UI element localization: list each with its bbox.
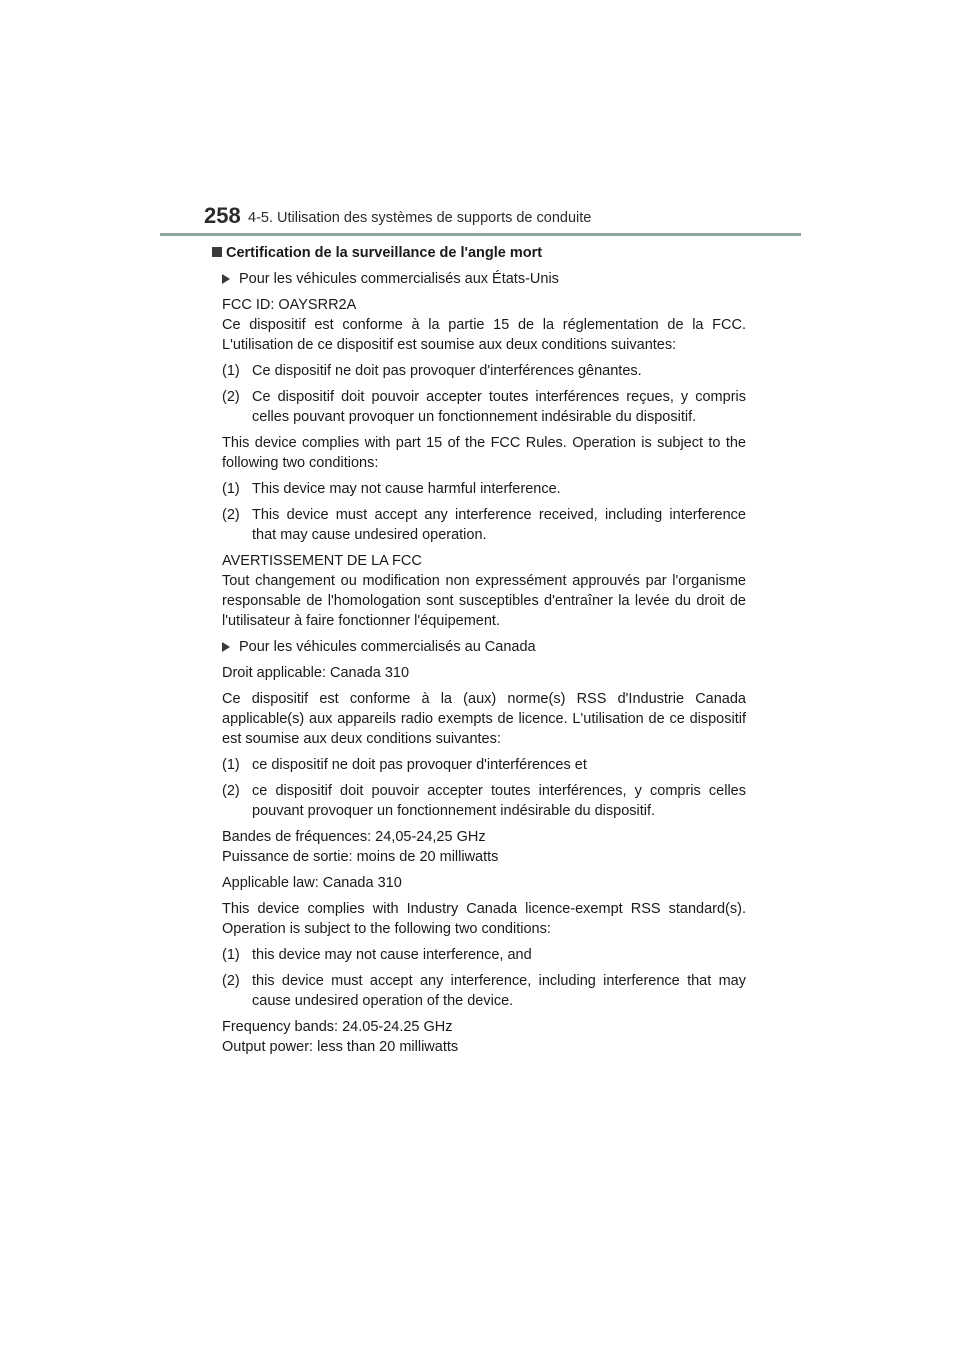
canada-specs-en xyxy=(222,1017,746,1057)
list-text: This device must accept any interference received, including interference that may cause undesired operation. xyxy=(252,507,746,543)
list-number: (1) xyxy=(222,947,240,963)
list-item xyxy=(222,479,746,499)
canada-specs-fr xyxy=(222,827,746,867)
square-bullet-icon xyxy=(212,247,222,257)
canada-intro-fr: Ce dispositif est conforme à la (aux) norme(s) RSS d'Industrie Canada applicable(s) aux appareils radio exempts de licence. L'utilisation de ce dispositif est soumise aux deux conditions suivantes: xyxy=(222,691,746,747)
triangle-bullet-icon xyxy=(222,274,230,284)
fcc-warning-title: AVERTISSEMENT DE LA FCC xyxy=(222,553,422,569)
list-text: Ce dispositif ne doit pas provoquer d'interférences gênantes. xyxy=(252,363,642,379)
subheading-canada-text: Pour les véhicules commercialisés au Canada xyxy=(239,639,536,655)
list-number: (2) xyxy=(222,507,240,523)
page-header xyxy=(160,204,800,236)
subheading-us-text: Pour les véhicules commercialisés aux États-Unis xyxy=(239,271,559,287)
canada-law-fr: Droit applicable: Canada 310 xyxy=(222,665,410,681)
triangle-bullet-icon xyxy=(222,642,230,652)
output-power-fr: Puissance de sortie: moins de 20 milliwatts xyxy=(222,849,499,865)
canada-intro-en: This device complies with Industry Canada licence-exempt RSS standard(s). Operation is subject to the following two conditions: xyxy=(222,901,746,937)
section-heading xyxy=(212,243,746,263)
list-text: ce dispositif ne doit pas provoquer d'interférences et xyxy=(252,757,587,773)
fcc-id: FCC ID: OAYSRR2A xyxy=(222,297,357,313)
list-text: Ce dispositif doit pouvoir accepter toutes interférences reçues, y compris celles pouvant provoquer un fonctionnement indésirable du dispositif. xyxy=(252,389,746,425)
fcc-warning-text: Tout changement ou modification non expressément approuvés par l'organisme responsable de l'homologation sont susceptibles d'entraîner la levée du droit de l'utilisateur à faire fonctionner l'équipement. xyxy=(222,573,746,629)
list-item xyxy=(222,781,746,821)
frequency-bands-fr: Bandes de fréquences: 24,05-24,25 GHz xyxy=(222,829,486,845)
page-content xyxy=(222,243,746,1063)
list-text: this device must accept any interference, including interference that may cause undesired operation of the device. xyxy=(252,973,746,1009)
list-item xyxy=(222,945,746,965)
fcc-block xyxy=(222,295,746,355)
subheading-us xyxy=(222,269,746,289)
list-text: this device may not cause interference, and xyxy=(252,947,532,963)
list-text: ce dispositif doit pouvoir accepter toutes interférences, y compris celles pouvant provoquer un fonctionnement indésirable du dispositif. xyxy=(252,783,746,819)
list-number: (1) xyxy=(222,481,240,497)
fcc-warning xyxy=(222,551,746,631)
list-item xyxy=(222,387,746,427)
list-text: This device may not cause harmful interference. xyxy=(252,481,561,497)
list-number: (1) xyxy=(222,757,240,773)
section-heading-text: Certification de la surveillance de l'angle mort xyxy=(226,245,543,261)
fcc-intro-fr: Ce dispositif est conforme à la partie 15 de la réglementation de la FCC. L'utilisation de ce dispositif est soumise aux deux conditions suivantes: xyxy=(222,317,746,353)
list-item xyxy=(222,505,746,545)
fcc-intro-en: This device complies with part 15 of the FCC Rules. Operation is subject to the following two conditions: xyxy=(222,435,746,471)
output-power-en: Output power: less than 20 milliwatts xyxy=(222,1039,459,1055)
list-number: (2) xyxy=(222,783,240,799)
section-title: 4-5. Utilisation des systèmes de supports de conduite xyxy=(248,210,592,226)
list-item xyxy=(222,361,746,381)
list-item xyxy=(222,971,746,1011)
list-item xyxy=(222,755,746,775)
header-rule xyxy=(160,233,801,236)
page-number: 258 xyxy=(204,203,241,228)
list-number: (2) xyxy=(222,389,240,405)
list-number: (2) xyxy=(222,973,240,989)
subheading-canada xyxy=(222,637,746,657)
canada-law-en: Applicable law: Canada 310 xyxy=(222,875,402,891)
list-number: (1) xyxy=(222,363,240,379)
frequency-bands-en: Frequency bands: 24.05-24.25 GHz xyxy=(222,1019,453,1035)
